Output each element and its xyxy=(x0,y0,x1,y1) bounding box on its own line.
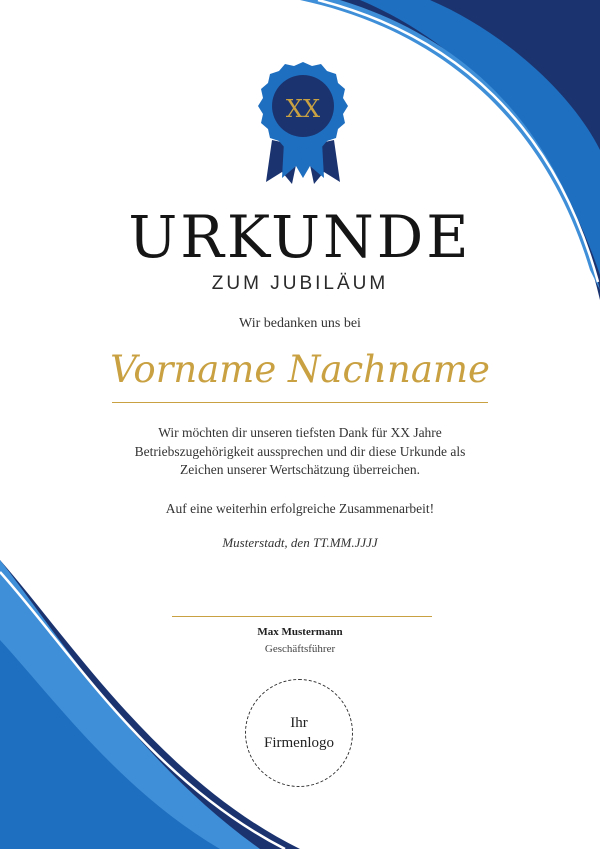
logo-placeholder-line2: Firmenlogo xyxy=(264,735,334,751)
place-date-line: Musterstadt, den TT.MM.JJJJ xyxy=(222,535,378,550)
logo-placeholder-line1: Ihr xyxy=(290,715,308,731)
body-line: Zeichen unserer Wertschätzung überreichen. xyxy=(179,462,421,477)
certificate-subtitle: ZUM JUBILÄUM xyxy=(211,273,389,294)
company-logo-placeholder xyxy=(245,679,353,787)
signature-line-divider xyxy=(172,616,432,617)
closing-line: Auf eine weiterhin erfolgreiche Zusammenarbeit! xyxy=(165,501,435,516)
seal-text: XX xyxy=(285,95,321,123)
body-line: Betriebszugehörigkeit aussprechen und dir diese Urkunde als xyxy=(134,443,466,459)
name-underline-divider xyxy=(112,402,488,403)
certificate-body xyxy=(0,424,600,480)
recipient-name: Vorname Nachname xyxy=(110,348,490,391)
body-line: Wir möchten dir unseren tiefsten Dank für XX Jahre xyxy=(158,425,442,440)
rosette-ribbon-icon xyxy=(248,62,358,188)
certificate-title: URKUNDE xyxy=(128,203,472,271)
signer-name: Max Mustermann xyxy=(257,626,343,638)
thanks-line: Wir bedanken uns bei xyxy=(239,316,361,331)
signer-role: Geschäftsführer xyxy=(264,643,336,655)
